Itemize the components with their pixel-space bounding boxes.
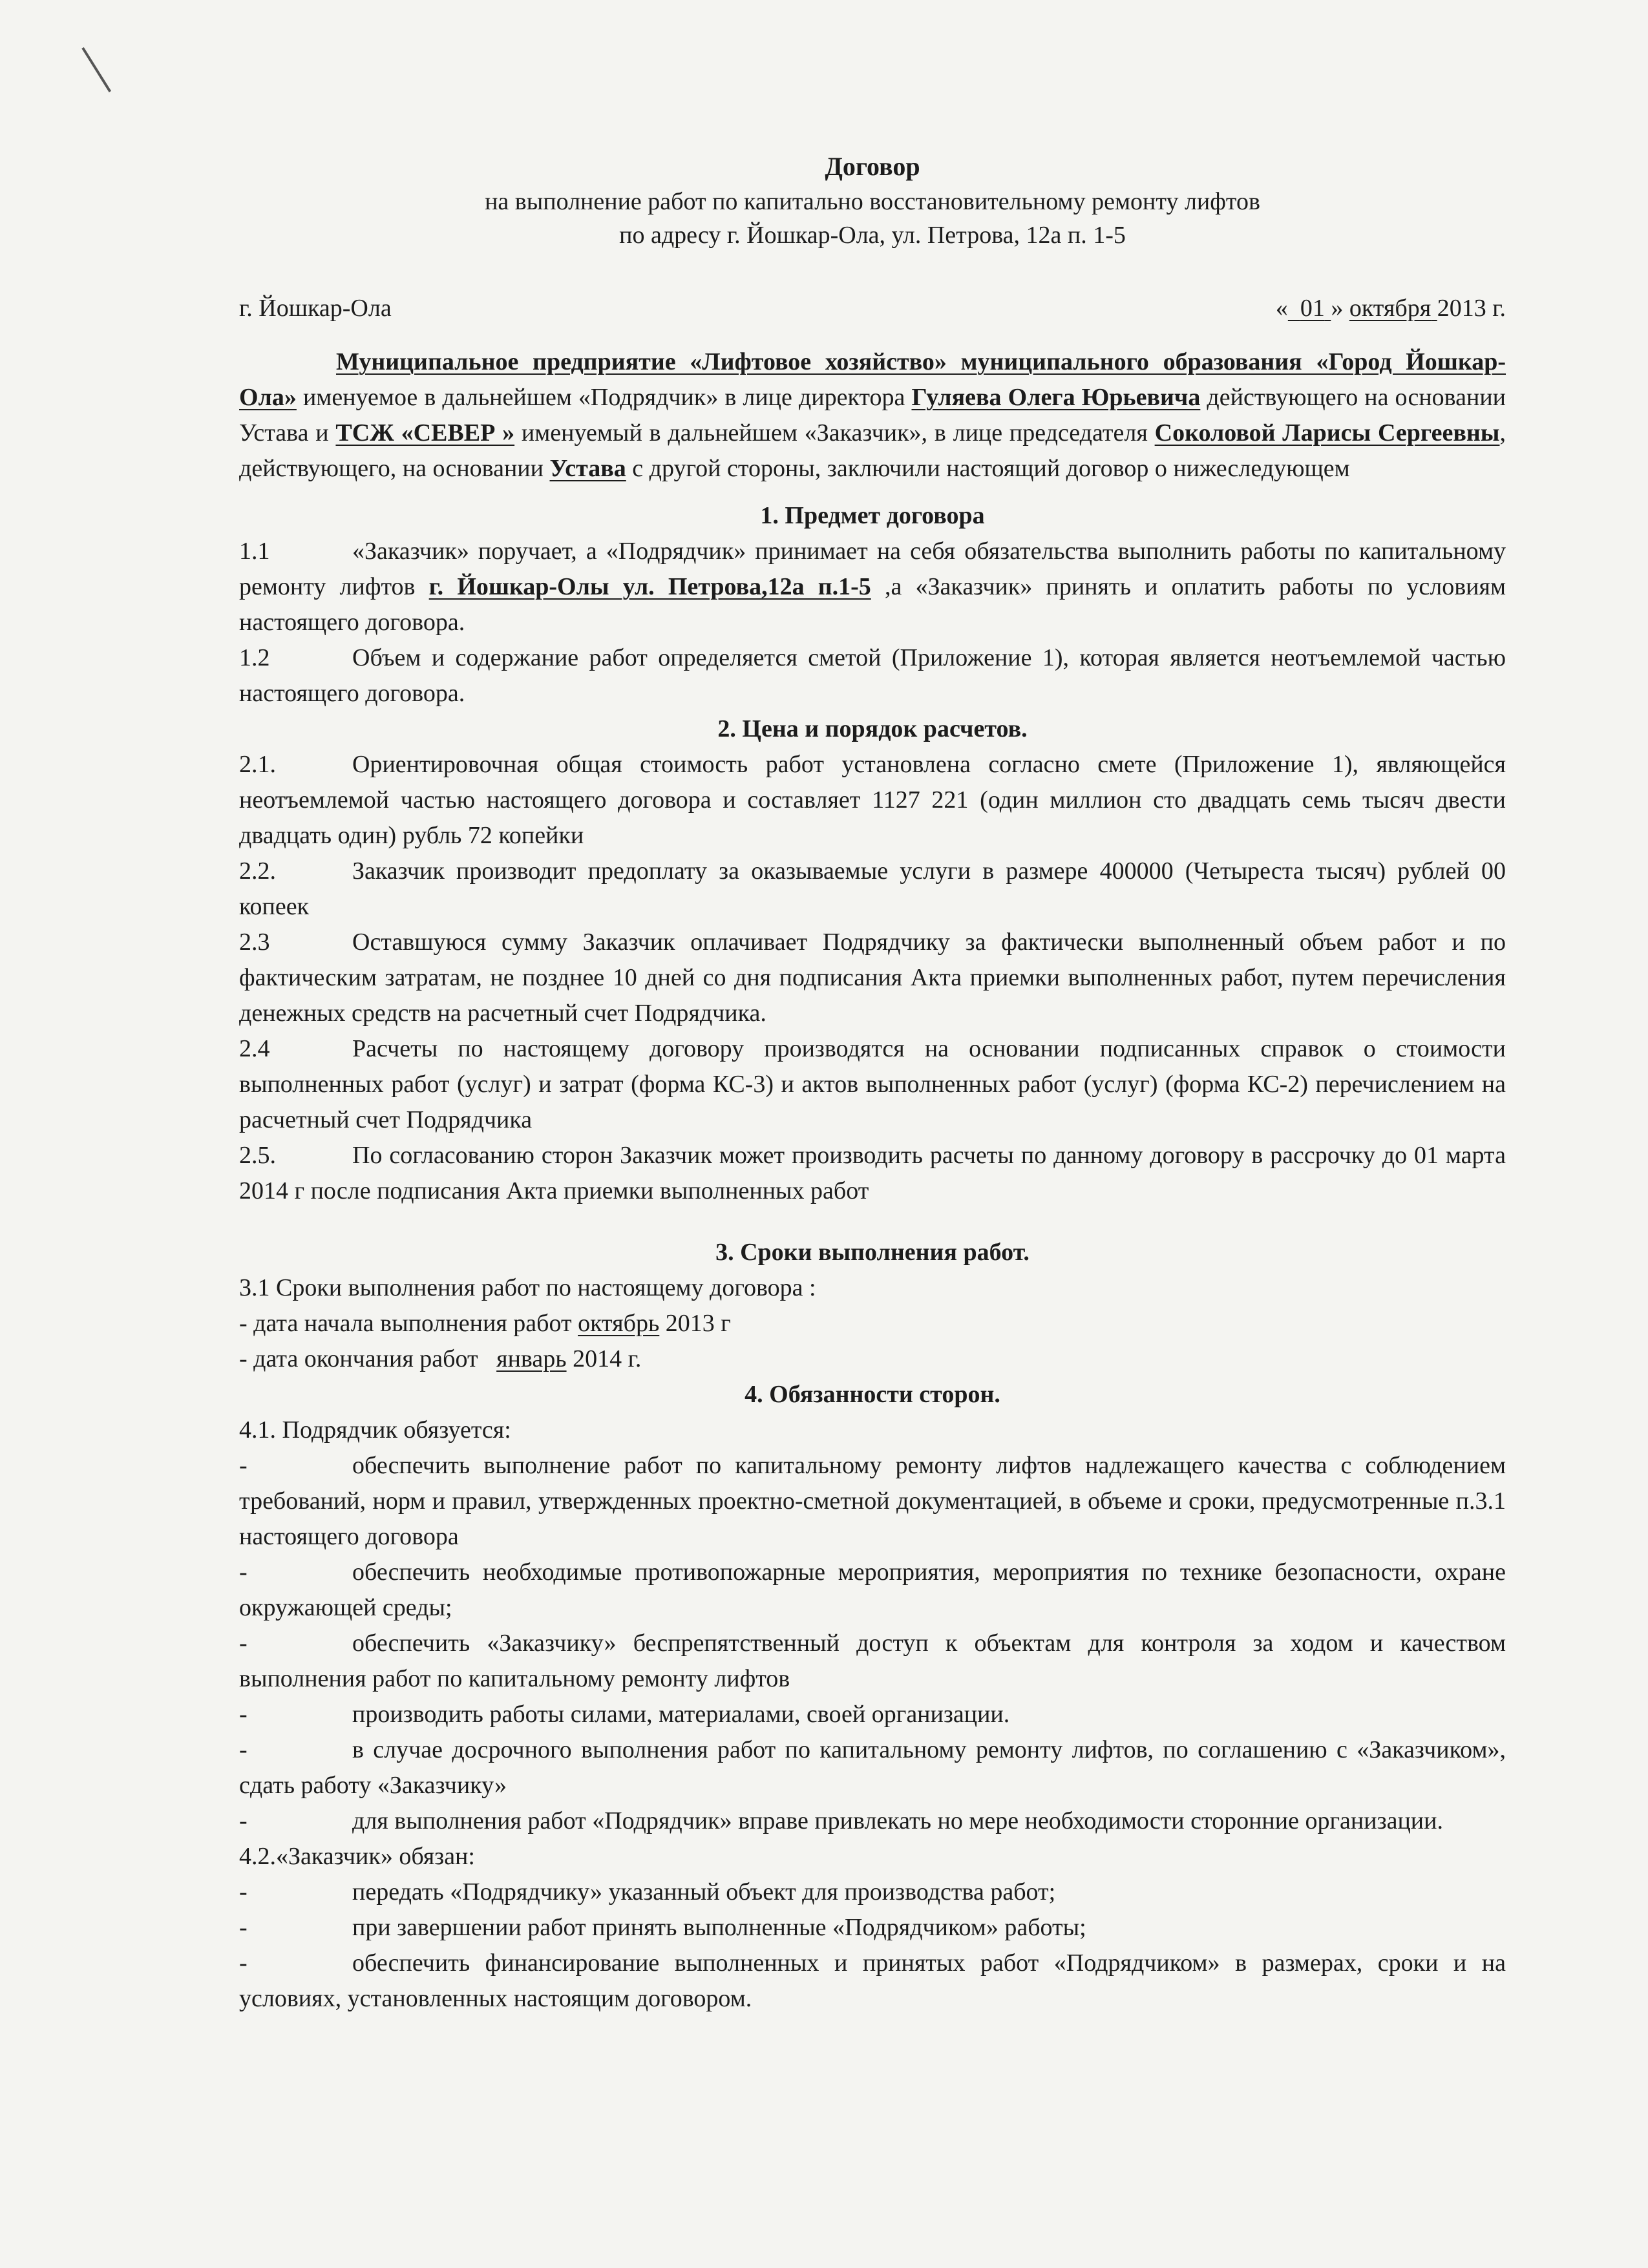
document-subtitle: на выполнение работ по капитально восстановительному ремонту лифтов bbox=[485, 188, 1260, 215]
terms-intro: 3.1 Сроки выполнения работ по настоящему договора : bbox=[239, 1274, 816, 1301]
clause-text: Оставшуюся сумму Заказчик оплачивает Подрядчику за фактически выполненный объем работ и по фактическим затратам, не позднее 10 дней со дня подписания Акта приемки выполненных работ, путем перечисления денежных средств на расчетный счет Подрядчика. bbox=[239, 929, 1506, 1027]
clause-text: «Заказчик» поручает, а «Подрядчик» принимает на себя обязательства выполнить работы по капитальному ремонту лифтов bbox=[239, 538, 1506, 600]
list-item bbox=[239, 1946, 1506, 2017]
list-item bbox=[239, 1448, 1506, 1555]
title-block bbox=[239, 149, 1506, 252]
list-item-text: обеспечить необходимые противопожарные мероприятия, мероприятия по технике безопасности, охране окружающей среды; bbox=[239, 1559, 1506, 1621]
clause-number: 2.2. bbox=[239, 857, 276, 885]
list-item bbox=[239, 1555, 1506, 1626]
contract-date bbox=[1276, 291, 1506, 326]
director-name: Гуляева Олега Юрьевича bbox=[911, 384, 1201, 411]
document-title: Договор bbox=[825, 152, 920, 181]
clause-text: Заказчик производит предоплату за оказываемые услуги в размере 400000 (Четыреста тысяч) рублей 00 копеек bbox=[239, 857, 1506, 920]
list-item bbox=[239, 1874, 1506, 1910]
list-item bbox=[239, 1697, 1506, 1732]
list-dash: - bbox=[239, 1452, 248, 1479]
list-item bbox=[239, 1803, 1506, 1839]
list-dash: - bbox=[239, 1807, 248, 1834]
clause-2-5 bbox=[239, 1138, 1506, 1209]
clause-text: Ориентировочная общая стоимость работ установлена согласно смете (Приложение 1), являющейся неотъемлемой частью настоящего договора и составляет 1127 221 (один миллион сто двадцать семь тысяч двести двадцать один) рубль 72 копейки bbox=[239, 751, 1506, 849]
date-year: 2013 г. bbox=[1437, 295, 1506, 322]
clause-2-3 bbox=[239, 925, 1506, 1031]
clause-2-2 bbox=[239, 854, 1506, 925]
date-day bbox=[1288, 295, 1331, 322]
list-dash: - bbox=[239, 1701, 248, 1728]
clause-number: 2.3 bbox=[239, 929, 270, 956]
list-item bbox=[239, 1732, 1506, 1803]
list-item-text: передать «Подрядчику» указанный объект для производства работ; bbox=[352, 1878, 1056, 1906]
clause-number: 2.1. bbox=[239, 751, 276, 778]
customer-name: ТСЖ «СЕВЕР » bbox=[335, 419, 515, 446]
list-item-text: обеспечить финансирование выполненных и принятых работ «Подрядчиком» в размерах, сроки и на условиях, установленных настоящим договором. bbox=[239, 1949, 1506, 2012]
scan-mark bbox=[81, 47, 111, 92]
date-quote-close: » bbox=[1331, 295, 1344, 322]
clause-text: Расчеты по настоящему договору производятся на основании подписанных справок о стоимости выполненных работ (услуг) и затрат (форма КС-3) и актов выполненных работ (услуг) (форма КС-2) перечислением на расчетный счет Подрядчика bbox=[239, 1035, 1506, 1133]
list-item-text: для выполнения работ «Подрядчик» вправе привлекать но мере необходимости сторонние организации. bbox=[352, 1807, 1443, 1834]
clause-text: Объем и содержание работ определяется сметой (Приложение 1), которая является неотъемлемой частью настоящего договора. bbox=[239, 644, 1506, 707]
end-year: 2014 г. bbox=[566, 1345, 642, 1372]
clause-2-4 bbox=[239, 1031, 1506, 1138]
clause-1-2 bbox=[239, 640, 1506, 711]
start-label: - дата начала выполнения работ bbox=[239, 1310, 578, 1337]
place: г. Йошкар-Ола bbox=[239, 295, 392, 322]
clause-1-1 bbox=[239, 534, 1506, 640]
preamble-text-1: именуемое в дальнейшем «Подрядчик» в лице директора bbox=[296, 384, 912, 411]
place-date-row bbox=[239, 291, 1506, 326]
list-item-text: обеспечить «Заказчику» беспрепятственный доступ к объектам для контроля за ходом и качеством выполнения работ по капитальному ремонту лифтов bbox=[239, 1630, 1506, 1692]
section-1-heading: 1. Предмет договора bbox=[760, 502, 985, 529]
list-dash: - bbox=[239, 1630, 248, 1657]
list-item-text: в случае досрочного выполнения работ по капитальному ремонту лифтов, по соглашению с «Заказчиком», сдать работу «Заказчику» bbox=[239, 1736, 1506, 1799]
list-dash: - bbox=[239, 1878, 248, 1906]
preamble-text-2: действующего на основании Устава и bbox=[239, 384, 1506, 446]
preamble-text-3: именуемый в дальнейшем «Заказчик», в лице председателя bbox=[514, 419, 1155, 446]
list-dash: - bbox=[239, 1559, 248, 1586]
clause-text: ,а «Заказчик» принять и оплатить работы по условиям настоящего договора. bbox=[239, 573, 1506, 636]
list-item bbox=[239, 1626, 1506, 1697]
contract-page bbox=[239, 149, 1506, 2017]
list-item-text: производить работы силами, материалами, своей организации. bbox=[352, 1701, 1010, 1728]
start-month: октябрь bbox=[578, 1310, 660, 1337]
customer-obligations-title: 4.2.«Заказчик» обязан: bbox=[239, 1843, 475, 1870]
clause-number: 2.4 bbox=[239, 1035, 270, 1062]
section-3-heading: 3. Сроки выполнения работ. bbox=[715, 1239, 1030, 1266]
basis-document: Устава bbox=[549, 455, 626, 482]
clause-number: 1.1 bbox=[239, 538, 270, 565]
document-address: по адресу г. Йошкар-Ола, ул. Петрова, 12а п. 1-5 bbox=[619, 222, 1126, 249]
list-item-text: при завершении работ принять выполненные «Подрядчиком» работы; bbox=[352, 1914, 1086, 1941]
end-date-line bbox=[239, 1341, 1506, 1377]
section-2-heading: 2. Цена и порядок расчетов. bbox=[717, 715, 1028, 742]
list-dash: - bbox=[239, 1949, 248, 1977]
start-year: 2013 г bbox=[659, 1310, 731, 1337]
start-date-line bbox=[239, 1306, 1506, 1341]
clause-number: 2.5. bbox=[239, 1142, 276, 1169]
end-label: - дата окончания работ bbox=[239, 1345, 497, 1372]
chairman-name: Соколовой Ларисы Сергеевны bbox=[1154, 419, 1500, 446]
list-item-text: обеспечить выполнение работ по капитальному ремонту лифтов надлежащего качества с соблюдением требований, норм и правил, утвержденных проектно-сметной документацией, в объеме и сроки, предусмотренные п.3.1 настоящего договора bbox=[239, 1452, 1506, 1550]
preamble bbox=[239, 344, 1506, 487]
contractor-obligations-title: 4.1. Подрядчик обязуется: bbox=[239, 1416, 511, 1444]
date-month: октября bbox=[1349, 295, 1431, 322]
section-4-heading: 4. Обязанности сторон. bbox=[745, 1381, 1000, 1408]
list-dash: - bbox=[239, 1736, 248, 1763]
date-day-value: 01 bbox=[1300, 295, 1325, 322]
date-quote-open: « bbox=[1275, 295, 1288, 322]
clause-text: По согласованию сторон Заказчик может производить расчеты по данному договору в рассрочку до 01 марта 2014 г после подписания Акта приемки выполненных работ bbox=[239, 1142, 1506, 1204]
list-dash: - bbox=[239, 1914, 248, 1941]
object-address: г. Йошкар-Олы ул. Петрова,12а п.1-5 bbox=[428, 573, 871, 600]
preamble-text-4: , действующего, на основании bbox=[239, 419, 1506, 482]
contractor-name: Муниципальное предприятие «Лифтовое хозяйство» муниципального образования «Город Йошкар-Ола» bbox=[239, 348, 1506, 411]
end-month: январь bbox=[496, 1345, 567, 1372]
clause-number: 1.2 bbox=[239, 644, 270, 671]
list-item bbox=[239, 1910, 1506, 1946]
clause-2-1 bbox=[239, 747, 1506, 854]
preamble-text-5: с другой стороны, заключили настоящий договор о нижеследующем bbox=[626, 455, 1350, 482]
